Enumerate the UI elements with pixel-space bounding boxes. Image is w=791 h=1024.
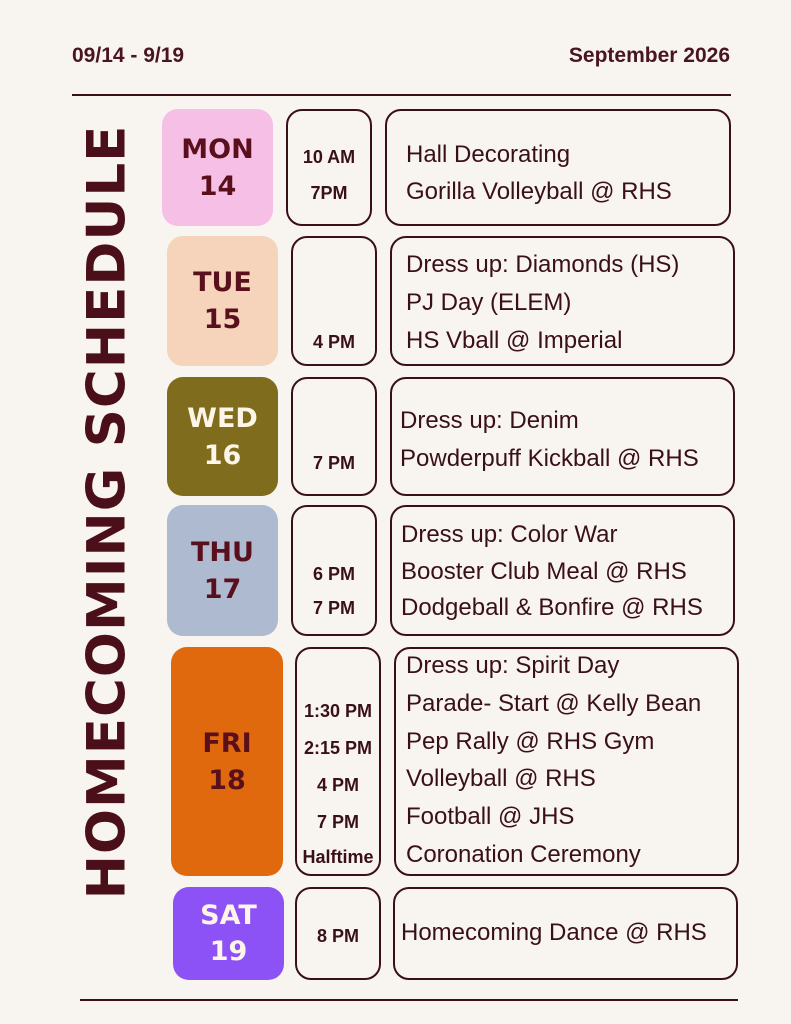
date-range: 09/14 - 9/19 xyxy=(72,44,185,67)
events-box-sat xyxy=(393,887,738,980)
time-entry: 8 PM xyxy=(316,926,359,946)
month-label: September 2026 xyxy=(568,44,730,67)
time-entry: 7 PM xyxy=(312,453,355,473)
event-item: Pep Rally @ RHS Gym xyxy=(406,728,655,755)
day-badge-wed xyxy=(167,377,278,496)
time-entry: 4 PM xyxy=(312,332,355,352)
time-entry: 7 PM xyxy=(312,598,355,618)
time-entry: Halftime xyxy=(302,847,374,867)
bottom-divider xyxy=(80,999,738,1001)
event-item: Coronation Ceremony xyxy=(406,841,641,868)
times-box-thu xyxy=(291,505,377,636)
events-box-mon xyxy=(385,109,731,226)
event-item: Homecoming Dance @ RHS xyxy=(401,919,707,946)
time-entry: 10 AM xyxy=(302,147,356,167)
event-item: Dress up: Denim xyxy=(400,407,579,434)
event-item: Hall Decorating xyxy=(406,141,571,168)
event-item: Gorilla Volleyball @ RHS xyxy=(406,178,672,205)
day-name: WED xyxy=(187,402,258,434)
time-entry: 6 PM xyxy=(312,564,355,584)
times-box-sat xyxy=(295,887,381,980)
event-item: Dress up: Spirit Day xyxy=(406,652,620,679)
time-entry: 2:15 PM xyxy=(303,738,373,758)
day-date: 19 xyxy=(209,935,248,967)
day-name: THU xyxy=(191,536,254,568)
day-badge-thu xyxy=(167,505,278,636)
day-date: 17 xyxy=(203,573,242,605)
event-item: Dodgeball & Bonfire @ RHS xyxy=(401,594,703,621)
event-item: PJ Day (ELEM) xyxy=(406,289,572,316)
events-box-fri xyxy=(394,647,739,876)
day-date: 16 xyxy=(203,439,242,471)
event-item: Parade- Start @ Kelly Bean xyxy=(406,690,702,717)
events-box-wed xyxy=(390,377,735,496)
event-item: Dress up: Diamonds (HS) xyxy=(406,251,680,278)
day-name: MON xyxy=(181,133,254,165)
time-entry: 7 PM xyxy=(316,812,359,832)
event-item: Powderpuff Kickball @ RHS xyxy=(400,445,699,472)
event-item: Booster Club Meal @ RHS xyxy=(401,558,687,585)
day-badge-mon xyxy=(162,109,273,226)
times-box-mon xyxy=(286,109,372,226)
day-date: 14 xyxy=(198,170,237,202)
times-box-fri xyxy=(295,647,381,876)
event-item: Volleyball @ RHS xyxy=(406,765,596,792)
day-badge-tue xyxy=(167,236,278,366)
time-entry: 4 PM xyxy=(316,775,359,795)
day-date: 15 xyxy=(203,304,242,335)
schedule-title: HOMECOMING SCHEDULE xyxy=(76,124,138,900)
events-box-thu xyxy=(390,505,735,636)
day-badge-fri xyxy=(171,647,283,876)
time-entry: 7PM xyxy=(310,183,348,203)
day-name: FRI xyxy=(202,727,252,759)
time-entry: 1:30 PM xyxy=(303,701,373,721)
events-box-tue xyxy=(390,236,735,366)
event-item: Football @ JHS xyxy=(406,803,575,830)
event-item: Dress up: Color War xyxy=(401,521,618,548)
times-box-tue xyxy=(291,236,377,366)
times-box-wed xyxy=(291,377,377,496)
day-date: 18 xyxy=(208,764,246,796)
day-badge-sat xyxy=(173,887,284,980)
top-divider xyxy=(72,94,731,96)
day-name: SAT xyxy=(200,899,257,931)
day-name: TUE xyxy=(193,267,252,298)
event-item: HS Vball @ Imperial xyxy=(406,327,623,354)
